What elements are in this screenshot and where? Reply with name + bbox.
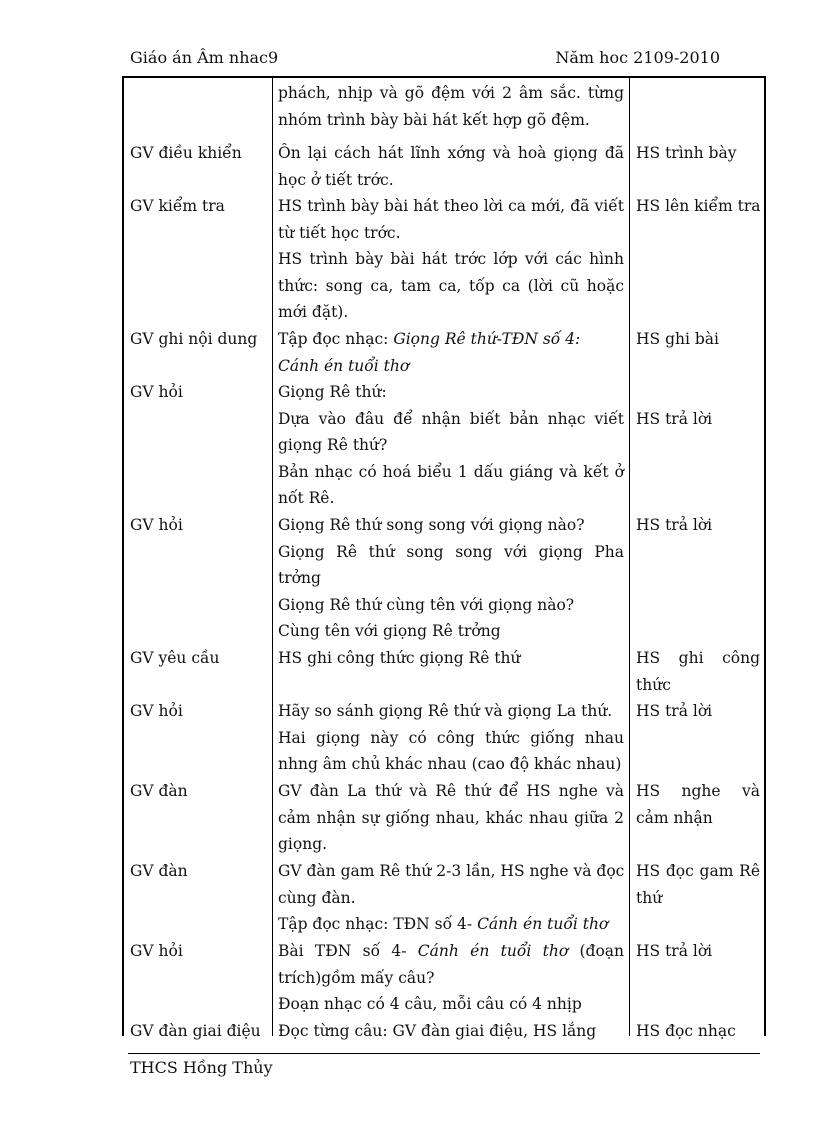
content-line: cùng đàn. — [278, 888, 356, 907]
student-line: HS trình bày — [636, 144, 737, 162]
content-line: Giọng Rê thứ cùng tên với giọng nào? — [278, 595, 575, 614]
student-activity — [636, 858, 760, 911]
content-line: GV đàn gam Rê thứ 2-3 lần, HS nghe và đọc — [278, 862, 625, 880]
student-activity — [636, 698, 760, 725]
content-line: cảm nhận sự giống nhau, khác nhau giữa 2 — [278, 808, 624, 827]
column-divider — [272, 78, 273, 1036]
content-line: Bản nhạc có hoá biểu 1 dấu giáng và kết ở — [278, 462, 624, 481]
teacher-activity: GV điều khiển — [130, 144, 242, 162]
teacher-activity: GV kiểm tra — [130, 197, 225, 215]
content-line: phách, nhịp và gõ đệm với 2 âm sắc. từng — [278, 84, 624, 102]
content-line: Cùng tên với giọng Rê trởng — [278, 622, 501, 640]
content-line: Giọng Rê thứ song song với giọng nào? — [278, 516, 585, 534]
content-line: Giọng Rê thứ: — [278, 383, 387, 401]
content-line: Hãy so sánh giọng Rê thứ và giọng La thứ. — [278, 702, 613, 720]
student-activity — [636, 140, 760, 167]
student-line: thứ — [636, 888, 663, 907]
student-activity — [636, 778, 760, 831]
content-line: học ở tiết trớc. — [278, 170, 394, 189]
lesson-content — [278, 379, 624, 512]
student-activity — [636, 938, 760, 965]
lesson-content — [278, 938, 624, 1018]
content-line: nốt Rê. — [278, 489, 335, 507]
content-line: Giọng Rê thứ song song với giọng Pha — [278, 542, 624, 561]
header-school-year: Năm hoc 2109-2010 — [555, 48, 720, 67]
content-line: trởng — [278, 569, 321, 587]
page-header — [130, 48, 720, 72]
content-line: Dựa vào đâu để nhận biết bản nhạc viết — [278, 409, 624, 428]
content-line: GV đàn La thứ và Rê thứ để HS nghe và — [278, 782, 624, 800]
content-line: HS ghi công thức giọng Rê thứ — [278, 649, 521, 667]
content-line: Bài TĐN số 4- Cánh én tuổi thơ (đoạn — [278, 942, 624, 960]
student-line: HS đọc nhạc — [636, 1022, 736, 1040]
content-line: nhng âm chủ khác nhau (cao độ khác nhau) — [278, 755, 622, 773]
teacher-activity: GV đàn giai điệu — [130, 1022, 261, 1040]
student-line: HS trả lời — [636, 702, 713, 720]
student-line: HS nghe và — [636, 782, 760, 800]
student-line: HS đọc gam Rê — [636, 862, 760, 880]
student-line: HS ghi công — [636, 649, 760, 667]
content-line: trích)gồm mấy câu? — [278, 968, 435, 987]
content-line: Tập đọc nhạc: Giọng Rê thứ-TĐN số 4: — [278, 330, 581, 348]
teacher-activity: GV hỏi — [130, 383, 183, 401]
content-line: Ôn lại cách hát lĩnh xớng và hoà giọng đã — [278, 144, 624, 162]
content-line: Cánh én tuổi thơ — [278, 356, 410, 375]
student-line: HS lên kiểm tra — [636, 197, 761, 215]
teacher-activity: GV yêu cầu — [130, 649, 220, 667]
content-line: HS trình bày bài hát trớc lớp với các hình — [278, 250, 624, 268]
teacher-activity: GV hỏi — [130, 942, 183, 960]
lesson-content — [278, 80, 624, 133]
student-activity — [636, 193, 760, 220]
lesson-content — [278, 512, 624, 645]
content-line: giọng Rê thứ? — [278, 436, 388, 454]
student-line: HS ghi bài — [636, 330, 719, 348]
teacher-activity: GV hỏi — [130, 702, 183, 720]
content-line: Hai giọng này có công thức giống nhau — [278, 728, 624, 747]
lesson-content — [278, 326, 624, 379]
student-activity — [636, 645, 760, 698]
student-line: HS trả lời — [636, 516, 713, 534]
teacher-activity: GV đàn — [130, 862, 188, 880]
header-lesson-title: Giáo án Âm nhac9 — [130, 48, 279, 67]
content-line: mới đặt). — [278, 303, 349, 321]
content-line: giọng. — [278, 835, 328, 853]
lesson-content — [278, 140, 624, 193]
student-line: HS trả lời — [636, 409, 713, 428]
student-line: thức — [636, 675, 671, 694]
footer-school: THCS Hồng Thủy — [130, 1058, 273, 1077]
student-line: cảm nhận — [636, 808, 713, 827]
column-divider — [629, 78, 630, 1036]
lesson-content — [278, 645, 624, 672]
content-line: thức: song ca, tam ca, tốp ca (lời cũ hoặc — [278, 276, 624, 295]
content-line: từ tiết học trớc. — [278, 223, 401, 242]
content-line: Tập đọc nhạc: TĐN số 4- Cánh én tuổi thơ — [278, 915, 609, 933]
student-activity — [636, 512, 760, 539]
student-line: HS trả lời — [636, 942, 713, 960]
lesson-content — [278, 858, 624, 938]
student-activity — [636, 379, 760, 432]
teacher-activity: GV hỏi — [130, 516, 183, 534]
content-line: nhóm trình bày bài hát kết hợp gõ đệm. — [278, 110, 590, 129]
lesson-content — [278, 778, 624, 858]
student-line — [636, 379, 760, 406]
content-line: HS trình bày bài hát theo lời ca mới, đã viết — [278, 197, 624, 215]
teacher-activity: GV đàn — [130, 782, 188, 800]
student-activity — [636, 1018, 760, 1045]
lesson-table — [122, 76, 766, 1040]
lesson-content — [278, 698, 624, 778]
footer-divider — [128, 1053, 760, 1054]
lesson-content — [278, 193, 624, 326]
content-line: Đoạn nhạc có 4 câu, mỗi câu có 4 nhịp — [278, 995, 582, 1013]
teacher-activity: GV ghi nội dung — [130, 330, 258, 348]
lesson-content — [278, 1018, 624, 1045]
student-activity — [636, 326, 760, 353]
content-line: Đọc từng câu: GV đàn giai điệu, HS lắng — [278, 1022, 597, 1040]
